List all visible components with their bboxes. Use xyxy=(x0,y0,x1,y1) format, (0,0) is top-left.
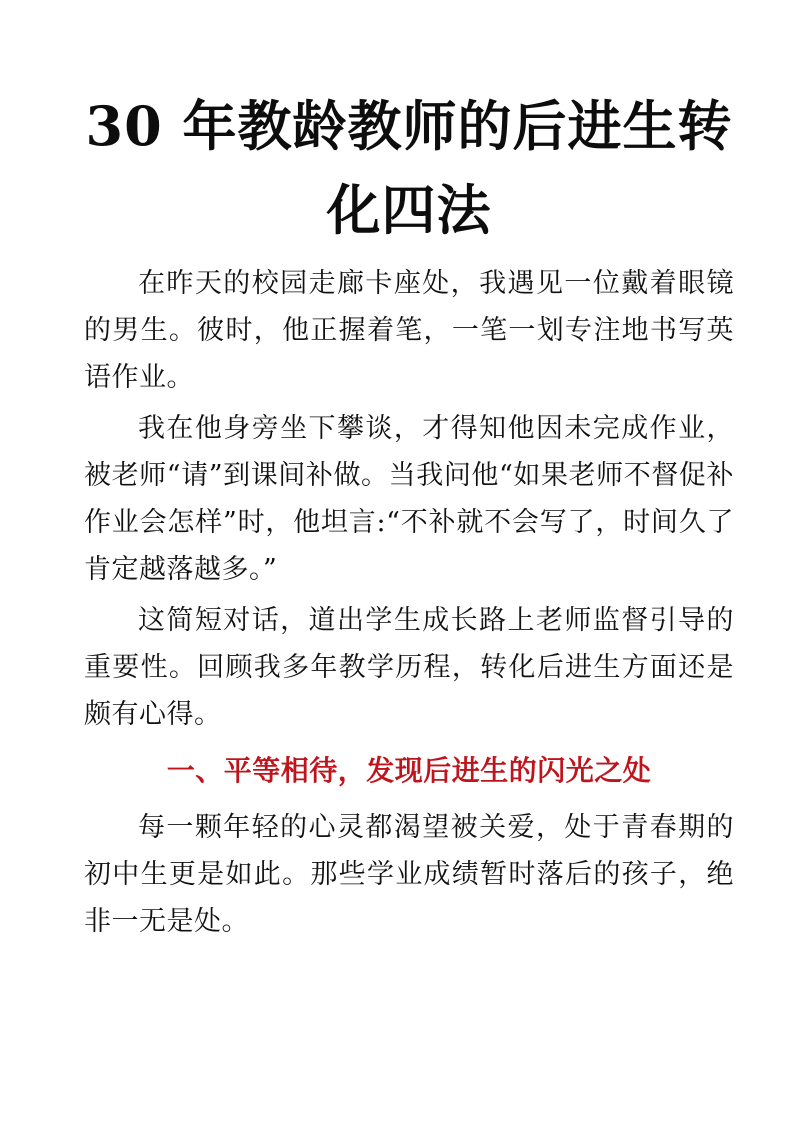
section-1-paragraph-1: 每一颗年轻的心灵都渴望被关爱，处于青春期的初中生更是如此。那些学业成绩暂时落后的孩子，绝非一无是处。 xyxy=(84,812,734,937)
section-1-heading: 一、平等相待，发现后进生的闪光之处 xyxy=(166,754,652,787)
title-line-1: 30 年教龄教师的后进生转 xyxy=(85,94,733,158)
title-line-2: 化四法 xyxy=(326,178,492,242)
page-title xyxy=(84,84,734,252)
intro-paragraph-2: 我在他身旁坐下攀谈，才得知他因未完成作业，被老师“请”到课间补做。当我问他“如果老师不督促补作业会怎样”时，他坦言:“不补就不会写了，时间久了肯定越落越多。” xyxy=(84,413,734,585)
intro-paragraph-3: 这简短对话，道出学生成长路上老师监督引导的重要性。回顾我多年教学历程，转化后进生方面还是颇有心得。 xyxy=(84,605,734,730)
article-body xyxy=(84,260,734,945)
intro-paragraph-1: 在昨天的校园走廊卡座处，我遇见一位戴着眼镜的男生。彼时，他正握着笔，一笔一划专注地书写英语作业。 xyxy=(84,268,734,393)
